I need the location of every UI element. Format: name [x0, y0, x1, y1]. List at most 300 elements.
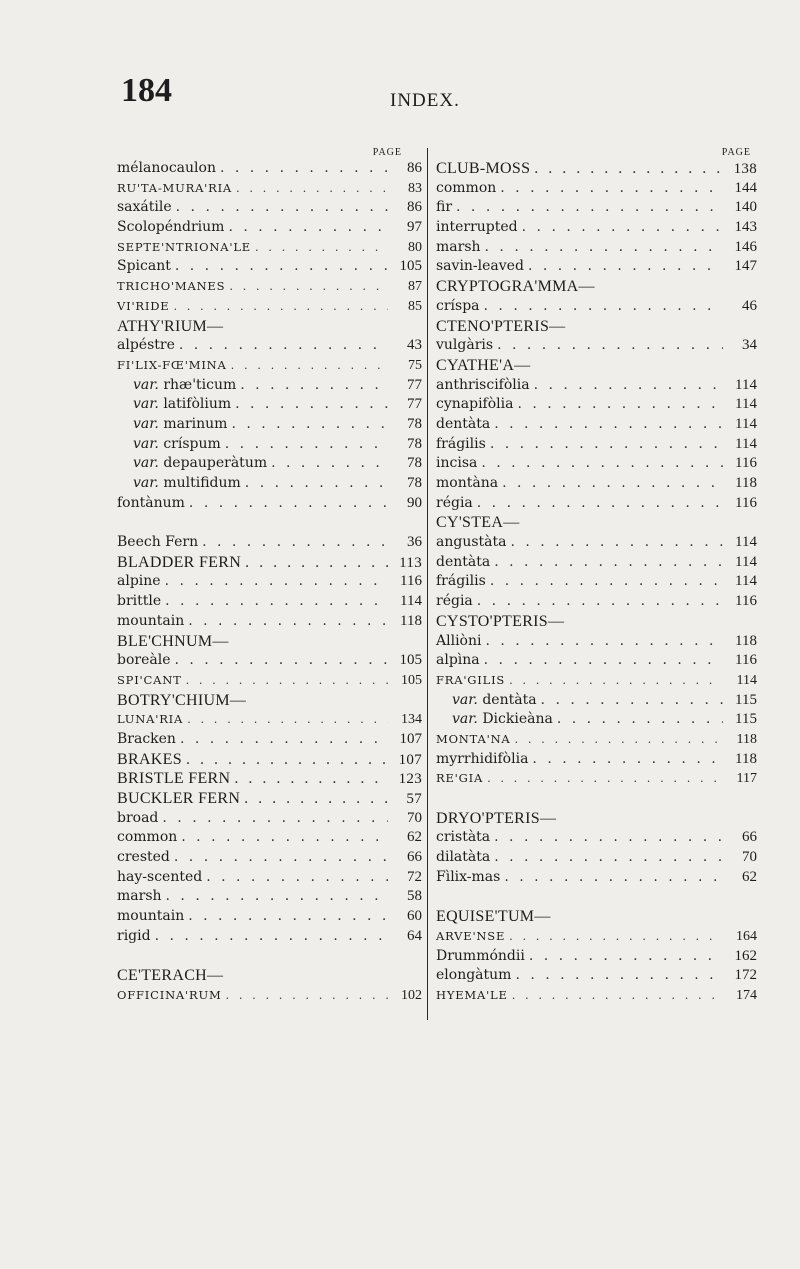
entry-term: Dickieàna [482, 711, 553, 728]
dot-leader [182, 671, 388, 691]
dot-leader [528, 750, 723, 770]
index-entry [436, 395, 757, 415]
entry-term: régia [436, 494, 473, 511]
entry-page-number: 87 [408, 279, 422, 295]
entry-page-number: 114 [736, 672, 757, 688]
entry-page-number: 77 [407, 376, 422, 393]
entry-term: dentàta [436, 415, 491, 432]
entry-page-number: 62 [407, 829, 422, 846]
entry-page-number: 85 [408, 298, 422, 314]
dot-leader [184, 907, 388, 927]
dot-leader [496, 179, 723, 199]
index-entry [436, 198, 757, 218]
index-entry [436, 297, 757, 317]
entry-term: FI'LIX-FŒ'MINA [117, 357, 227, 372]
entry-page-number: 115 [735, 711, 757, 728]
entry-term: incisa [436, 455, 478, 472]
dot-leader [452, 198, 723, 218]
index-heading [117, 553, 422, 573]
index-entry [117, 494, 422, 514]
dot-leader [477, 454, 723, 474]
dot-leader [267, 454, 388, 474]
dot-leader [158, 809, 388, 829]
entry-page-number: 70 [407, 809, 422, 826]
entry-page-number: 57 [406, 791, 422, 807]
entry-page-number: 105 [401, 672, 422, 688]
dot-leader [170, 651, 388, 671]
entry-term: common [436, 179, 497, 196]
entry-page-number: 70 [742, 849, 757, 866]
index-entry [436, 750, 757, 770]
entry-page-number: 116 [400, 573, 422, 590]
index-entry [117, 828, 422, 848]
entry-page-number: 34 [742, 337, 757, 354]
dot-leader [225, 277, 388, 297]
dot-leader [511, 966, 723, 986]
index-entry [117, 159, 422, 179]
index-entry [436, 947, 757, 967]
dot-leader [202, 868, 388, 888]
dot-leader [486, 435, 723, 455]
index-heading [436, 356, 757, 376]
index-entry [117, 376, 422, 396]
entry-term: Spicant [117, 258, 171, 275]
spacer [117, 513, 422, 533]
entry-page-number: 43 [407, 337, 422, 354]
dot-leader [185, 494, 388, 514]
entry-page-number: 116 [735, 593, 757, 610]
entry-page-number: 118 [735, 750, 757, 767]
variety-prefix: var. [133, 396, 159, 413]
index-heading [117, 750, 422, 770]
dot-leader [216, 159, 388, 179]
index-entry [436, 218, 757, 238]
index-entry [117, 651, 422, 671]
entry-page-number: 75 [408, 357, 422, 373]
dot-leader [251, 238, 388, 258]
entry-page-number: 114 [735, 396, 757, 413]
index-entry [436, 454, 757, 474]
dot-leader [481, 238, 723, 258]
entry-term: LUNA'RIA [117, 712, 184, 727]
entry-page-number: 118 [400, 612, 422, 629]
dot-leader [240, 789, 388, 809]
entry-page-number: 72 [407, 868, 422, 885]
index-entry [117, 238, 422, 258]
entry-term: marsh [117, 888, 162, 905]
entry-page-number: 66 [742, 829, 757, 846]
entry-page-number: 174 [736, 987, 757, 1003]
entry-page-number: 140 [734, 199, 757, 216]
dot-leader [490, 415, 723, 435]
index-entries [117, 159, 422, 1006]
dot-leader [480, 651, 723, 671]
entry-page-number: 64 [407, 927, 422, 944]
entry-page-number: 114 [735, 415, 757, 432]
entry-term: DRYO'PTERIS— [436, 809, 557, 827]
page-column-label: PAGE [721, 147, 751, 158]
entry-page-number: 97 [407, 219, 422, 236]
index-entry [436, 376, 757, 396]
entry-term: mountain [117, 908, 185, 925]
entry-term: mountain [117, 612, 185, 629]
entry-page-number: 172 [734, 967, 757, 984]
index-heading [436, 513, 757, 533]
variety-prefix: var. [133, 415, 159, 432]
entry-term: SEPTE'NTRIONA'LE [117, 239, 251, 254]
entry-term: EQUISE'TUM— [436, 908, 551, 926]
index-entry [117, 198, 422, 218]
entry-term: VI'RIDE [117, 298, 170, 313]
entry-term: boreàle [117, 652, 171, 669]
index-entry [117, 356, 422, 376]
entry-page-number: 107 [398, 751, 422, 768]
entry-term: Alliòni [436, 632, 482, 649]
dot-leader [508, 986, 723, 1006]
entry-term: myrrhidifòlia [436, 750, 529, 767]
entry-term: críspum [163, 435, 221, 452]
entry-page-number: 123 [398, 771, 422, 788]
dot-leader [227, 356, 388, 376]
index-entry [436, 828, 757, 848]
entry-page-number: 66 [407, 849, 422, 866]
entry-term: rhæ'ticum [163, 376, 237, 393]
entry-term: Scolopéndrium [117, 219, 225, 236]
entry-term: críspa [436, 297, 480, 314]
index-entry [436, 179, 757, 199]
entry-term: broad [117, 809, 159, 826]
entry-page-number: 143 [734, 219, 757, 236]
entry-page-number: 105 [399, 258, 422, 275]
index-entry [117, 435, 422, 455]
page-column-label: PAGE [372, 147, 402, 158]
dot-leader [171, 257, 388, 277]
entry-term: ATHY'RIUM— [117, 317, 224, 335]
index-heading [117, 789, 422, 809]
entry-page-number: 62 [742, 868, 757, 885]
entry-page-number: 138 [733, 161, 757, 177]
entry-term: FRA'GILIS [436, 672, 506, 687]
index-entry [436, 710, 757, 730]
variety-prefix: var. [133, 455, 159, 472]
column-divider [427, 148, 428, 1020]
spacer [436, 789, 757, 809]
entry-term: crested [117, 849, 170, 866]
index-column-left [117, 147, 422, 1006]
entry-page-number: 107 [399, 730, 422, 747]
entry-term: marinum [163, 415, 228, 432]
index-heading [436, 159, 757, 179]
entry-term: saxátile [117, 199, 172, 216]
index-heading [117, 966, 422, 986]
entry-term: depauperàtum [163, 455, 268, 472]
entry-term: savin-leaved [436, 258, 524, 275]
dot-leader [222, 986, 388, 1006]
entry-page-number: 116 [735, 494, 757, 511]
index-entry [117, 533, 422, 553]
entry-term: hay-scented [117, 868, 203, 885]
dot-leader [486, 572, 723, 592]
entry-term: TRICHO'MANES [117, 279, 226, 294]
index-entry [436, 986, 757, 1006]
entry-page-number: 78 [407, 455, 422, 472]
entry-term: BUCKLER FERN [117, 790, 241, 807]
dot-leader [224, 218, 388, 238]
entry-page-number: 78 [407, 415, 422, 432]
dot-leader [169, 297, 388, 317]
entry-page-number: 78 [407, 475, 422, 491]
entry-page-number: 90 [407, 494, 422, 511]
entry-term: fontànum [117, 494, 185, 511]
entry-page-number: 86 [407, 199, 422, 216]
entry-term: marsh [436, 238, 481, 255]
dot-leader [161, 572, 388, 592]
dot-leader [500, 868, 723, 888]
entry-term: CLUB-MOSS [436, 160, 531, 177]
index-heading [436, 277, 757, 297]
entry-page-number: 102 [401, 987, 422, 1003]
index-entry [436, 868, 757, 888]
index-heading [436, 907, 757, 927]
index-entry [117, 336, 422, 356]
entry-term: frágilis [436, 435, 486, 452]
index-entry [117, 179, 422, 199]
entry-page-number: 114 [400, 593, 422, 610]
dot-leader [481, 632, 723, 652]
entry-term: Drummóndii [436, 947, 525, 964]
entry-term: multifidum [163, 475, 241, 491]
index-heading [117, 769, 422, 789]
index-entry [117, 415, 422, 435]
index-entry [436, 257, 757, 277]
entry-term: CYATHE'A— [436, 356, 531, 374]
entry-term: rigid [117, 927, 151, 944]
dot-leader [506, 533, 723, 553]
index-entry [117, 907, 422, 927]
entry-term: angustàta [436, 534, 507, 551]
entry-term: BRISTLE FERN [117, 770, 231, 788]
entry-term: BLADDER FERN [117, 553, 242, 571]
entry-term: CTENO'PTERIS— [436, 317, 566, 335]
variety-prefix: var. [133, 435, 159, 452]
entry-term: cristàta [436, 829, 491, 846]
index-entry [436, 691, 757, 711]
entry-page-number: 116 [735, 455, 757, 472]
dot-leader [498, 474, 723, 494]
entry-term: Beech Fern [117, 534, 199, 551]
entry-term: OFFICINA'RUM [117, 987, 222, 1002]
index-entry [436, 474, 757, 494]
entry-page-number: 118 [735, 632, 757, 649]
index-entry [436, 435, 757, 455]
entry-page-number: 115 [735, 691, 757, 708]
index-entry [117, 218, 422, 238]
entry-page-number: 36 [407, 534, 422, 551]
dot-leader [151, 927, 388, 947]
entry-term: Bracken [117, 730, 176, 747]
entry-term: RU'TA-MURA'RIA [117, 180, 233, 195]
index-entry [436, 238, 757, 258]
entry-term: CYSTO'PTERIS— [436, 612, 565, 630]
variety-prefix: var. [452, 711, 478, 728]
dot-leader [480, 297, 723, 317]
dot-leader [221, 435, 388, 455]
entry-page-number: 77 [407, 396, 422, 413]
index-entry [436, 730, 757, 750]
index-entry [117, 454, 422, 474]
index-entry [436, 553, 757, 573]
dot-leader [524, 257, 723, 277]
entry-page-number: 146 [734, 238, 757, 255]
dot-leader [176, 730, 388, 750]
dot-leader [231, 395, 388, 415]
entry-term: ARVE'NSE [436, 928, 506, 943]
dot-leader [505, 671, 723, 691]
entry-term: CE'TERACH— [117, 967, 224, 985]
index-entry [436, 651, 757, 671]
entry-term: vulgàris [436, 337, 494, 354]
index-entry [117, 572, 422, 592]
entry-term: dentàta [482, 691, 537, 708]
index-entry [436, 966, 757, 986]
entry-page-number: 114 [735, 553, 757, 570]
entry-page-number: 118 [735, 475, 757, 491]
entry-term: fir [436, 199, 453, 216]
index-heading [436, 317, 757, 337]
dot-leader [490, 848, 723, 868]
dot-leader [493, 336, 723, 356]
index-entry [117, 730, 422, 750]
running-head: INDEX. [390, 90, 460, 111]
entry-page-number: 86 [407, 160, 422, 176]
variety-prefix: var. [133, 475, 159, 491]
dot-leader [184, 612, 388, 632]
entry-term: mélanocaulon [117, 160, 216, 176]
index-entry [117, 395, 422, 415]
entry-page-number: 46 [742, 297, 757, 314]
entry-term: CY'STEA— [436, 514, 520, 532]
index-entry [436, 769, 757, 789]
entry-term: alpìna [436, 652, 480, 669]
entry-term: dentàta [436, 553, 491, 570]
index-entry [117, 277, 422, 297]
index-entry [117, 474, 422, 494]
index-entry [436, 592, 757, 612]
dot-leader [170, 848, 388, 868]
entry-term: HYEMA'LE [436, 987, 508, 1002]
index-entry [117, 612, 422, 632]
dot-leader [473, 592, 723, 612]
entry-page-number: 162 [734, 947, 757, 964]
entry-term: alpine [117, 573, 161, 590]
index-entry [436, 336, 757, 356]
index-entry [117, 710, 422, 730]
spacer [436, 887, 757, 907]
index-entry [117, 868, 422, 888]
dot-leader [241, 553, 388, 573]
entry-page-number: 58 [407, 888, 422, 905]
entry-page-number: 114 [735, 435, 757, 452]
index-heading [117, 317, 422, 337]
variety-prefix: var. [133, 376, 159, 393]
index-entry [436, 632, 757, 652]
entry-page-number: 114 [735, 376, 757, 393]
entry-page-number: 114 [735, 534, 757, 551]
entry-term: CRYPTOGRA'MMA— [436, 278, 595, 296]
dot-leader [483, 769, 723, 789]
index-entry [117, 297, 422, 317]
dot-leader [172, 198, 388, 218]
entry-page-number: 117 [736, 771, 757, 787]
entry-page-number: 118 [736, 731, 757, 747]
page-number: 184 [121, 72, 172, 109]
dot-leader [177, 828, 388, 848]
dot-leader [553, 710, 723, 730]
spacer [117, 947, 422, 967]
entry-page-number: 114 [735, 573, 757, 590]
index-entry [436, 848, 757, 868]
entry-term: Fìlix-mas [436, 868, 501, 885]
dot-leader [232, 179, 388, 199]
entry-term: interrupted [436, 219, 518, 236]
entry-page-number: 144 [734, 179, 757, 196]
entry-page-number: 83 [408, 180, 422, 196]
dot-leader [182, 750, 388, 770]
dot-leader [198, 533, 388, 553]
dot-leader [236, 376, 388, 396]
index-entries [436, 159, 757, 1006]
entry-term: brittle [117, 593, 162, 610]
entry-page-number: 164 [736, 928, 757, 944]
index-heading [436, 612, 757, 632]
entry-term: anthriscifòlia [436, 376, 530, 393]
entry-term: cynapifòlia [436, 396, 514, 413]
entry-term: dilatàta [436, 849, 491, 866]
dot-leader [530, 376, 723, 396]
variety-prefix: var. [452, 691, 478, 708]
index-entry [436, 494, 757, 514]
entry-page-number: 80 [408, 239, 422, 255]
index-entry [436, 671, 757, 691]
dot-leader [162, 887, 388, 907]
dot-leader [525, 947, 723, 967]
entry-term: common [117, 829, 178, 846]
entry-page-number: 105 [399, 652, 422, 669]
index-heading [436, 809, 757, 829]
index-column-right [436, 147, 757, 1006]
entry-term: RE'GIA [436, 771, 484, 786]
entry-term: frágilis [436, 573, 486, 590]
index-entry [117, 257, 422, 277]
dot-leader [505, 927, 723, 947]
entry-term: latifòlium [163, 396, 232, 413]
index-entry [436, 572, 757, 592]
dot-leader [530, 159, 723, 179]
dot-leader [518, 218, 723, 238]
entry-page-number: 78 [407, 435, 422, 452]
index-heading [117, 632, 422, 652]
dot-leader [241, 474, 388, 494]
dot-leader [473, 494, 723, 514]
index-entry [117, 887, 422, 907]
entry-page-number: 116 [735, 652, 757, 669]
entry-term: SPI'CANT [117, 672, 182, 687]
dot-leader [183, 710, 388, 730]
index-entry [436, 415, 757, 435]
dot-leader [490, 828, 723, 848]
entry-term: alpéstre [117, 337, 175, 354]
index-entry [436, 927, 757, 947]
